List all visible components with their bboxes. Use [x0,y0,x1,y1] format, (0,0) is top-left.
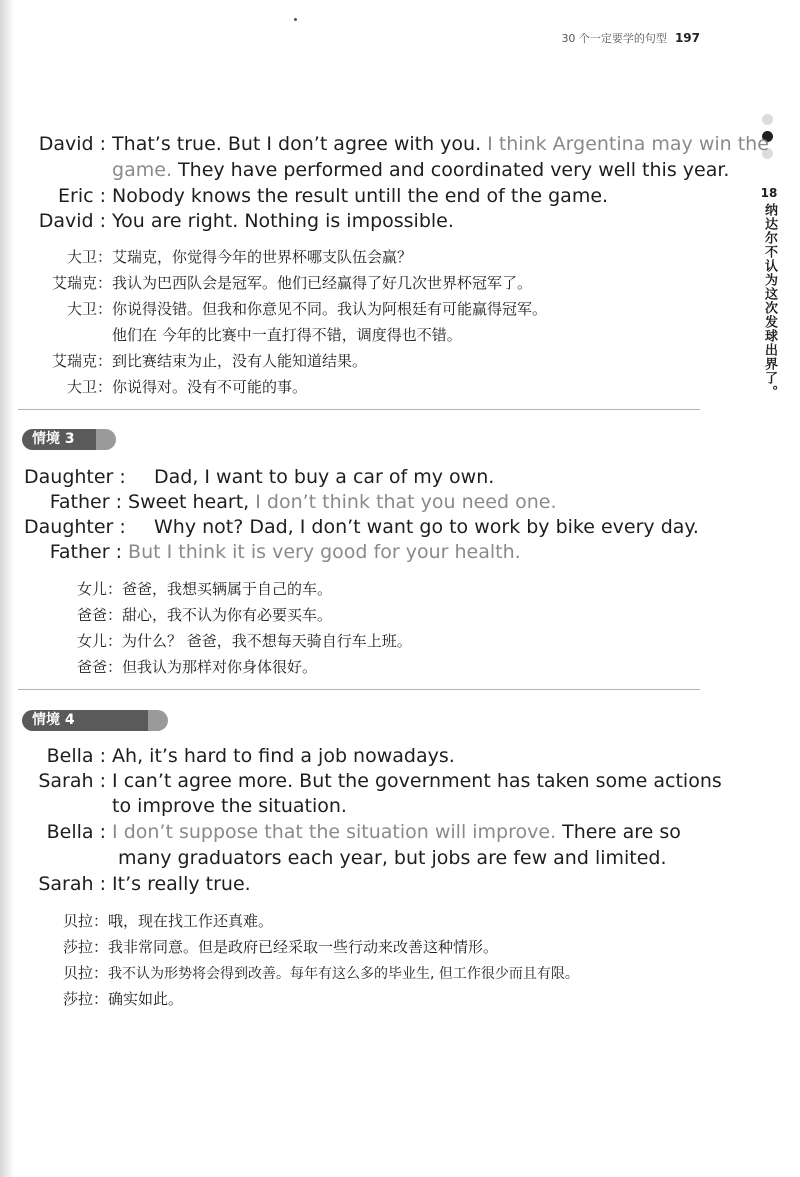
side-tab-title: 纳达尔不认为这次发球出界了。 [762,203,777,399]
dialogue-line-en: Sarah : It’s really true. [24,871,251,897]
speaker: 女儿： [76,580,122,598]
dialogue-line-cn: 艾瑞克：到比赛结束为止，没有人能知道结果。 [20,348,367,374]
speaker: Daughter : [24,466,126,488]
binding-shadow [0,0,14,1177]
dialogue-line-cn: 爸爸：甜心，我不认为你有必要买车。 [30,602,332,628]
dialogue-line-en: Eric : Nobody knows the result untill the end of the game. [18,183,608,209]
speaker: 女儿： [76,632,122,650]
dialogue-line-en: Daughter : Dad, I want to buy a car of my own. [24,466,495,488]
dialogue-line-cn: 大卫：你说得没错。但我和你意见不同。我认为阿根廷有可能赢得冠军。 [20,296,547,322]
section-divider [18,409,700,410]
dialogue-line-cn: 大卫：你说得对。没有不可能的事。 [20,374,307,400]
dialogue-line-en: David : That’s true. But I don’t agree with you. I think Argentina may win the [18,131,769,157]
dialogue-line-cn: 大卫：艾瑞克，你觉得今年的世界杯哪支队伍会赢？ [20,244,412,270]
speaker: Eric : [58,185,106,207]
dialogue-line-en: Father : Sweet heart, I don’t think that you need one. [24,489,556,515]
chapter-title: 30 个一定要学的句型 [561,32,667,45]
dialogue-line-cn: 爸爸：但我认为那样对你身体很好。 [30,654,317,680]
speaker: David : [38,210,106,232]
speaker: 艾瑞克： [51,352,112,370]
speaker: Sarah : [38,873,106,895]
speaker: 贝拉： [62,912,108,930]
speaker: David : [38,133,106,155]
speaker: 大卫： [66,378,112,396]
dialogue-line-cn: 贝拉：哦，现在找工作还真难。 [30,908,273,934]
dialogue-line-en: Sarah : I can’t agree more. But the government has taken some actions [24,768,722,794]
speaker: 爸爸： [76,606,122,624]
dialogue-line-en: Father : But I think it is very good for your health. [24,539,521,565]
speaker: 大卫： [66,248,112,266]
speaker: 莎拉： [62,990,108,1008]
dialogue-line-cn: 莎拉：确实如此。 [30,986,183,1012]
speaker: Bella : [46,821,106,843]
speaker: Daughter : [24,516,126,538]
speaker: 贝拉： [62,964,108,982]
dialogue-line-cn: 贝拉：我不认为形势将会得到改善。每年有这么多的毕业生, 但工作很少而且有限。 [30,960,579,987]
dialogue-line-cn: 女儿：为什么？ 爸爸，我不想每天骑自行车上班。 [30,628,412,654]
dialogue-line-en: Daughter : Why not? Dad, I don’t want go to work by bike every day. [24,516,699,538]
scene-badge: 情境 3 [22,429,114,450]
speaker: Sarah : [38,770,106,792]
scene-badge: 情境 4 [22,710,166,731]
dialogue-line-en: game. They have performed and coordinated very well this year. [112,159,730,181]
dialogue-line-cn: 他们在 今年的比赛中一直打得不错，调度得也不错。 [112,326,462,344]
side-dot [762,114,773,125]
speaker: 爸爸： [76,658,122,676]
dialogue-line-cn: 莎拉：我非常同意。但是政府已经采取一些行动来改善这种情形。 [30,934,498,960]
dialogue-line-en: Bella : I don’t suppose that the situation will improve. There are so [24,819,681,845]
dialogue-line-cn: 艾瑞克：我认为巴西队会是冠军。他们已经赢得了好几次世界杯冠军了。 [20,270,532,296]
section-divider [18,689,700,690]
dialogue-line-en: many graduators each year, but jobs are few and limited. [118,847,667,869]
dialogue-line-cn: 女儿：爸爸，我想买辆属于自己的车。 [30,576,332,602]
speaker: Bella : [46,745,106,767]
speaker: 艾瑞克： [51,274,112,292]
speaker: Father : [49,491,122,513]
dialogue-line-en: David : You are right. Nothing is impossible. [18,208,454,234]
running-head [561,30,700,46]
dialogue-line-en: to improve the situation. [112,795,347,817]
page-number: 197 [674,31,700,45]
print-speck [294,18,297,21]
speaker: 大卫： [66,300,112,318]
dialogue-line-en: Bella : Ah, it’s hard to find a job nowadays. [24,743,455,769]
speaker: Father : [49,541,122,563]
speaker: 莎拉： [62,938,108,956]
side-tab-number: 18 [760,186,778,200]
